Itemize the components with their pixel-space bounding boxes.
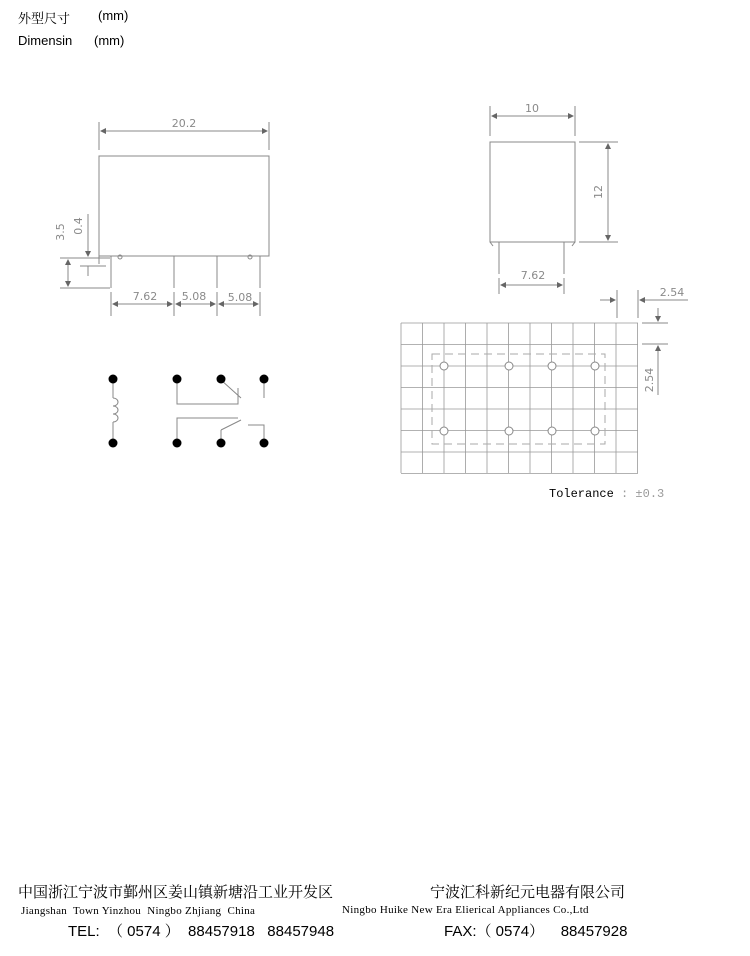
dim-height: 12 [592,185,605,199]
dim-side-pitch: 7.62 [520,269,546,282]
tel-line: TEL: （ 0574 ） 88457918 88457948 [68,923,335,940]
front-view [60,122,269,316]
terminal-dot [173,439,182,448]
terminal-dot [109,439,118,448]
pcb-hole [440,427,448,435]
title-en: Dimensin [18,33,73,48]
pcb-holes [440,362,599,435]
company-en: Ningbo Huike New Era Elierical Appliances Co.,Ltd [342,904,589,916]
unit-en: (mm) [94,33,125,48]
side-view [490,106,618,294]
dim-grid-pitch-y: 2.54 [643,367,656,393]
pcb-hole [505,362,513,370]
terminal-dot [260,375,269,384]
pcb-hole [440,362,448,370]
fax-line: FAX:（ 0574） 88457928 [444,923,628,940]
terminal-dot [109,375,118,384]
pcb-hole [548,427,556,435]
terminal-dot [260,439,269,448]
tolerance-value: ±0.3 [635,487,665,501]
unit-cn: (mm) [98,8,129,23]
dim-pin-height: 3.5 [54,223,67,241]
tolerance-label: Tolerance [549,487,614,501]
side-body [490,142,575,242]
company-cn: 宁波汇科新纪元电器有限公司 [430,883,626,901]
title-cn-text: 外型尺寸 [18,11,71,26]
coil-symbol [113,380,118,443]
front-body [99,156,269,256]
dim-width: 10 [525,102,539,115]
pcb-hole [591,362,599,370]
address-cn: 中国浙江宁波市鄞州区姜山镇新塘沿工业开发区 [18,883,334,901]
dim-grid-pitch-x: 2.54 [659,286,685,299]
schematic-terminals [109,375,269,448]
pcb-layout-grid [401,323,638,474]
tolerance-note [549,487,664,501]
address-en: Jiangshan Town Yinzhou Ningbo Zhjiang China [21,905,256,917]
dim-pitch-b: 5.08 [181,290,207,303]
dim-standoff: 0.4 [72,217,85,235]
terminal-dot [217,375,226,384]
pcb-hole [548,362,556,370]
pcb-hole [505,427,513,435]
pcb-hole [591,427,599,435]
terminal-dot [173,375,182,384]
tolerance-sep: : [621,487,629,501]
dim-pitch-a: 7.62 [132,290,158,303]
dim-pitch-c: 5.08 [227,291,253,304]
dim-length: 20.2 [171,117,197,130]
terminal-dot [217,439,226,448]
schematic [113,380,264,443]
